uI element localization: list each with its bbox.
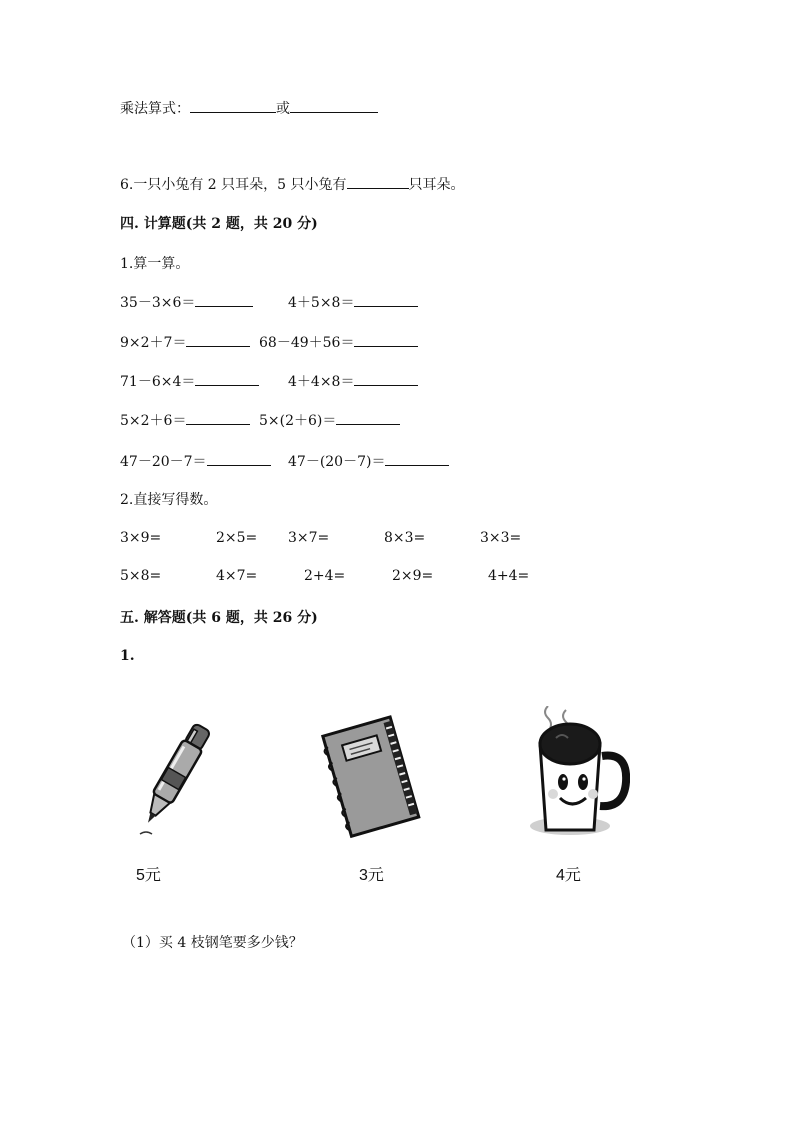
direct-item: 2×9= [392,568,434,584]
direct-item: 3×9= [120,530,162,546]
direct-item: 4+4= [488,568,530,584]
calc-item: 4＋5×8＝ [288,292,418,312]
answer-blank[interactable] [207,451,271,466]
answer-blank[interactable] [354,292,418,307]
answer-blank[interactable] [354,371,418,386]
direct-item: 3×7= [288,530,330,546]
calc-item: 5×2＋6＝ [120,410,250,430]
answer-blank[interactable] [190,98,276,113]
cup-price: 4元 [556,867,581,884]
direct-item: 8×3= [384,530,426,546]
notebook-image [318,714,428,840]
calc-item: 71－6×4＝ [120,371,259,391]
direct-item: 2+4= [304,568,346,584]
answer-blank[interactable] [186,410,250,425]
section-5-q1-sub1: （1）买 4 枝钢笔要多少钱？ [122,935,303,951]
direct-item: 5×8= [120,568,162,584]
answer-blank[interactable] [347,174,409,189]
question-6 [120,174,465,194]
formula-label: 乘法算式： [120,101,190,117]
pen-price: 5元 [136,867,161,884]
pen-image [130,716,220,842]
direct-item: 2×5= [216,530,258,546]
calc-item: 35－3×6＝ [120,292,253,312]
calc-item: 68－49＋56＝ [259,332,418,352]
answer-blank[interactable] [186,332,250,347]
section-4-q2-title: 2.直接写得数。 [120,492,218,508]
calc-item: 47－20－7＝ [120,451,271,471]
calc-item: 47－(20－7)＝ [288,451,449,471]
answer-blank[interactable] [195,292,253,307]
question-text-end: 只耳朵。 [408,177,465,193]
calc-item: 9×2＋7＝ [120,332,250,352]
direct-item: 4×7= [216,568,258,584]
multiplication-formula-line [120,98,378,118]
calc-item: 4＋4×8＝ [288,371,418,391]
or-text: 或 [276,101,290,117]
answer-blank[interactable] [336,410,400,425]
answer-blank[interactable] [354,332,418,347]
section-4-title: 四. 计算题(共 2 题，共 20 分) [120,216,318,232]
notebook-price: 3元 [359,867,384,884]
section-4-q1-title: 1.算一算。 [120,256,190,272]
answer-blank[interactable] [385,451,449,466]
section-5-q1-title: 1. [120,648,135,664]
direct-item: 3×3= [480,530,522,546]
cup-image [528,706,630,842]
answer-blank[interactable] [195,371,259,386]
question-text: 6.一只小兔有 2 只耳朵，5 只小兔有 [120,177,347,193]
answer-blank[interactable] [290,98,378,113]
section-5-title: 五. 解答题(共 6 题，共 26 分) [120,610,318,626]
calc-item: 5×(2＋6)＝ [259,410,400,430]
